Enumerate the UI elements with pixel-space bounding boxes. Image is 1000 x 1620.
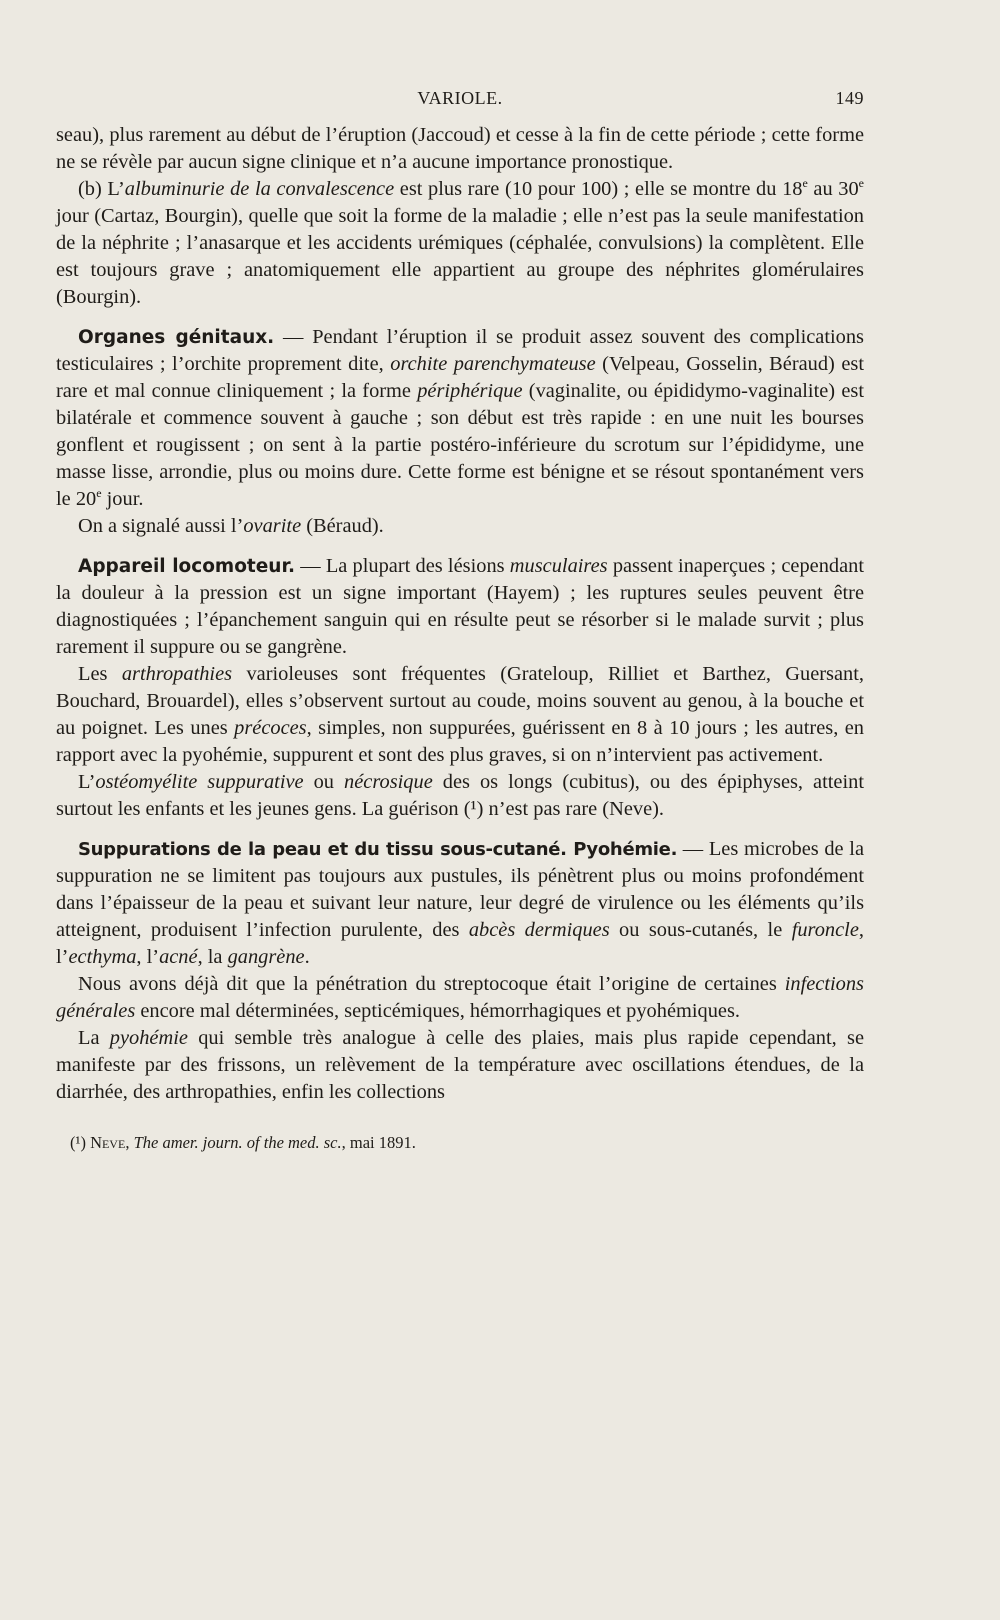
section-heading: Suppurations de la peau et du tissu sous-cutané. Pyohémie. — [78, 839, 678, 860]
footnote: (¹) Neve, The amer. journ. of the med. sc., mai 1891. — [70, 1133, 416, 1152]
paragraph-continuation: seau), plus rarement au début de l’éruption (Jaccoud) et cesse à la fin de cette période ; cette forme ne se révèle par aucun signe clinique et n’a aucune importance pronostique. — [56, 124, 864, 173]
body-text — [56, 122, 864, 1106]
paragraph-streptocoque: Nous avons déjà dit que la pénétration du streptocoque était l’origine de certaines infections générales encore mal déterminées, septicémiques, hémorrhagiques et pyohémiques. — [56, 973, 864, 1022]
page-header — [56, 88, 864, 122]
section-suppurations: Suppurations de la peau et du tissu sous-cutané. Pyohémie. — Les microbes de la suppuration ne se limitent pas toujours aux pustules, ils pénètrent plus ou moins profondément dans l’épaisseur de la peau et suivant leur nature, leur degré de virulence ou les éléments qu’ils atteignent, produisent l’infection purulente, des abcès dermiques ou sous-cutanés, le furoncle, l’ecthyma, l’acné, la gangrène. — [56, 838, 864, 968]
paragraph-ovarite: On a signalé aussi l’ovarite (Béraud). — [78, 515, 384, 537]
paragraph-arthropathies: Les arthropathies varioleuses sont fréquentes (Grateloup, Rilliet et Barthez, Guersant, Bouchard, Brouardel), elles s’observent surtout au coude, moins souvent au genou, à la bouche et au poignet. Les unes précoces, simples, non suppurées, guérissent en 8 à 10 jours ; les autres, en rapport avec la pyohémie, suppurent et sont des plus graves, si on n’intervient pas activement. — [56, 663, 864, 766]
section-heading: Appareil locomoteur. — [78, 556, 295, 577]
paragraph-osteomyelite: L’ostéomyélite suppurative ou nécrosique des os longs (cubitus), ou des épiphyses, atteint surtout les enfants et les jeunes gens. La guérison (¹) n’est pas rare (Neve). — [56, 771, 865, 820]
section-organes-genitaux: Organes génitaux. — Pendant l’éruption il se produit assez souvent des complications testiculaires ; l’orchite proprement dite, orchite parenchymateuse (Velpeau, Gosselin, Béraud) est rare et mal connue cliniquement ; la forme périphérique (vaginalite, ou épididymo-vaginalite) est bilatérale et commence souvent à gauche ; son début est très rapide : en une nuit les bourses gonflent et rougissent ; on sent à la partie postéro-inférieure du scrotum sur l’épididyme, une masse lisse, arrondie, plus ou moins dure. Cette forme est bénigne et se résout spontanément vers le 20e jour. — [56, 326, 864, 510]
section-appareil-locomoteur: Appareil locomoteur. — La plupart des lésions musculaires passent inaperçues ; cependant la douleur à la pression est un signe important (Hayem) ; les ruptures seules peuvent être diagnostiquées ; l’épanchement sanguin qui en résulte peut se résorber si le malade survit ; plus rarement il suppure ou se gangrène. — [56, 555, 864, 658]
paragraph-albuminurie: (b) L’albuminurie de la convalescence est plus rare (10 pour 100) ; elle se montre du 18e au 30e jour (Cartaz, Bourgin), quelle que soit la forme de la maladie ; elle n’est pas la seule manifestation de la néphrite ; l’anasarque et les accidents urémiques (céphalée, convulsions) la complètent. Elle est toujours grave ; anatomiquement elle appartient au groupe des néphrites glomérulaires (Bourgin). — [56, 176, 864, 308]
paragraph-pyohemie: La pyohémie qui semble très analogue à celle des plaies, mais plus rapide cependant, se manifeste par des frissons, un relèvement de la température avec oscillations étendues, de la diarrhée, des arthropathies, enfin les collections — [56, 1027, 864, 1103]
running-title: VARIOLE. — [417, 88, 503, 108]
page-number: 149 — [835, 88, 864, 108]
footnote-reference: (¹) — [463, 798, 484, 820]
section-heading: Organes génitaux. — [78, 327, 275, 348]
